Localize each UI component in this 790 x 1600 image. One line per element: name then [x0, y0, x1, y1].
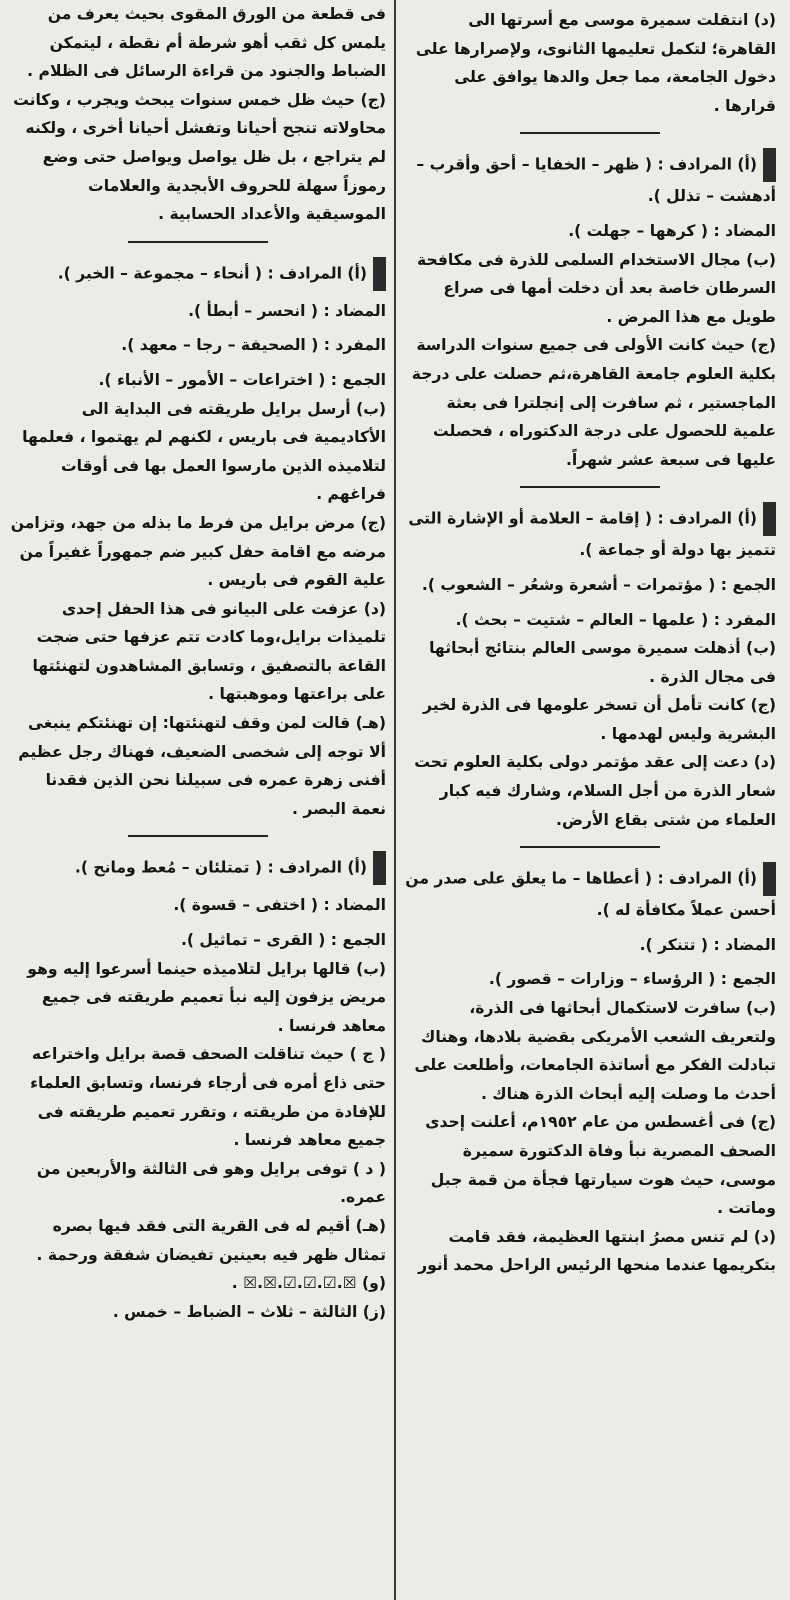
antonyms-line: المضاد : ( كرهها – جهلت ). — [568, 221, 776, 240]
section-separator — [520, 846, 660, 848]
plural-line: الجمع : ( اختراعات – الأمور – الأنباء ). — [98, 370, 386, 389]
section-separator — [128, 241, 268, 243]
answer-paragraph: (هـ) قالت لمن وقف لتهنئتها: إن تهنئتكم ينبغى ألا توجه إلى شخصى الضعيف، فهناك رجل عظيم أفنى زهرة عمره فى سبيلنا نحن الذين فقدنا نعمة البصر . — [18, 714, 386, 818]
singular-line: المفرد : ( علمها – العالم – شتيت – بحث ). — [455, 610, 776, 629]
plural-line: الجمع : ( مؤتمرات – أشعرة وشعُر – الشعوب ). — [421, 575, 776, 594]
answer-paragraph: ( ج ) حيث تناقلت الصحف قصة برايل واختراعه حتى ذاع أمره فى أرجاء فرنسا، وتسابق العلماء للإفادة من طريقته ، وتقرر تعميم طريقته فى جميع معاهد فرنسا . — [30, 1045, 386, 1150]
answer-paragraph: (ب) أرسل برايل طريقته فى البداية الى الأكاديمية فى باريس ، لكنهم لم يهتموا ، فعلمها لتلاميذه الذين مارسوا العمل بها فى أوقات فراغهم . — [22, 399, 386, 504]
answer-paragraph: (ب) مجال الاستخدام السلمى للذرة فى مكافحة السرطان خاصة بعد أن دخلت أمها فى صراع طويل مع هذا المرض . — [417, 250, 776, 326]
synonyms-line: (أ) المرادف : ( أنحاء – مجموعة – الخبر ). — [10, 257, 386, 291]
section-marker — [763, 148, 776, 182]
synonyms-line: (أ) المرادف : ( أعطاها – ما يعلق على صدر من أحسن عملاً مكافأة له ). — [404, 862, 776, 925]
answer-paragraph: (د) دعت إلى عقد مؤتمر دولى بكلية العلوم تحت شعار الذرة من أجل السلام، وشارك فيه كبار العلماء من شتى بقاع الأرض. — [414, 753, 776, 829]
antonyms-line: المضاد : ( اختفى – قسوة ). — [173, 896, 386, 915]
answer-paragraph: ( د ) توفى برايل وهو فى الثالثة والأربعين من عمره. — [36, 1159, 386, 1207]
answer-paragraph: (ج) حيث كانت الأولى فى جميع سنوات الدراسة بكلية العلوم جامعة القاهرة،ثم حصلت على درجة الماجستير ، ثم سافرت إلى إنجلترا فى بعثة علمية للحصول على درجة الدكتوراه ، فحصلت عليها فى سبعة عشر شهراً. — [411, 336, 776, 469]
answer-paragraph: (ب) أذهلت سميرة موسى العالم بنتائج أبحاثها فى مجال الذرة . — [429, 639, 776, 686]
answer-paragraph: (د) عزفت على البيانو فى هذا الحفل إحدى تلميذات برايل،وما كادت تتم عزفها حتى ضجت القاعة بالتصفيق ، وتسابق المشاهدون لتهنئتها على براعتها وموهبتها . — [32, 599, 386, 704]
plural-line: الجمع : ( القرى – تماثيل ). — [180, 931, 386, 950]
answer-paragraph: (ز) الثالثة – ثلاث – الضباط – خمس . — [112, 1302, 386, 1321]
left-column — [10, 0, 386, 1600]
singular-line: المفرد : ( الصحيفة – رجا – معهد ). — [121, 336, 386, 355]
synonyms-line: (أ) المرادف : ( ظهر – الخفايا – أحق وأقرب – أدهشت – تذلل ). — [404, 148, 776, 211]
plural-line: الجمع : ( الرؤساء – وزارات – قصور ). — [488, 970, 776, 989]
answer-paragraph: (د) لم تنس مصرُ ابنتها العظيمة، فقد قامت بتكريمها عندما منحها الرئيس الراحل محمد أنور — [418, 1227, 776, 1275]
answer-paragraph: (د) انتقلت سميرة موسى مع أسرتها الى القاهرة؛ لتكمل تعليمها الثانوى، ولإصرارها على دخول الجامعة، مما جعل والدها يوافق على قرارها . — [415, 11, 776, 115]
column-divider — [394, 0, 396, 1600]
answer-paragraph: (ب) سافرت لاستكمال أبحاثها فى الذرة، ولتعريف الشعب الأمريكى بقضية بلادها، وهناك تبادلت الفكر مع أساتذة الجامعات، وأطلعت على أحدث ما وصلت إليه أبحاث الذرة هناك . — [414, 999, 776, 1103]
section-marker — [373, 257, 386, 291]
synonyms-line: (أ) المرادف : ( تمتلئان – مُعط ومانح ). — [10, 851, 386, 885]
section-separator — [520, 486, 660, 488]
section-separator — [128, 835, 268, 837]
answer-paragraph: (ج) حيث ظل خمس سنوات يبحث ويجرب ، وكانت محاولاته تنجح أحيانا وتفشل أحيانا أخرى ، ولكنه لم يتراجع ، بل ظل يواصل ويواصل حتى وضع رموزاً سهلة للحروف الأبجدية والعلامات الموسيقية والأعداد الحسابية . — [13, 90, 386, 224]
antonyms-line: المضاد : ( تتنكر ). — [639, 935, 776, 954]
answer-paragraph: (هـ) أقيم له فى القرية التى فقد فيها بصره تمثال ظهر فيه بعينين تفيضان شفقة ورحمة . — [36, 1216, 386, 1264]
section-marker — [373, 851, 386, 885]
section-marker — [763, 502, 776, 536]
answer-paragraph: (ج) كانت تأمل أن تسخر علومها فى الذرة لخير البشرية وليس لهدمها . — [423, 696, 776, 743]
right-column — [404, 0, 776, 1600]
answer-paragraph: (ج) فى أغسطس من عام ١٩٥٢م، أعلنت إحدى الصحف المصرية نبأ وفاة الدكتورة سميرة موسى، حيث هوت سيارتها فجأة من قمة جبل وماتت . — [425, 1113, 776, 1218]
section-marker — [763, 862, 776, 896]
synonyms-line: (أ) المرادف : ( إقامة – العلامة أو الإشارة التى تتميز بها دولة أو جماعة ). — [404, 502, 776, 565]
antonyms-line: المضاد : ( انحسر – أبطأ ). — [188, 301, 386, 320]
section-separator — [520, 132, 660, 134]
answer-paragraph: فى قطعة من الورق المقوى بحيث يعرف من يلمس كل ثقب أهو شرطة أم نقطة ، ليتمكن الضباط والجنود من قراءة الرسائل فى الظلام . — [27, 5, 386, 81]
answer-paragraph: (ج) مرض برايل من فرط ما بذله من جهد، وتزامن مرضه مع اقامة حفل كبير ضم جمهوراً غفيراً من علية القوم فى باريس . — [10, 513, 386, 590]
true-false-answers: (و) ☒.☑.☑.☑.☒.☒ . — [231, 1274, 386, 1293]
answer-paragraph: (ب) قالها برايل لتلاميذه حينما أسرعوا إليه وهو مريض يزفون إليه نبأ تعميم طريقته فى جميع معاهد فرنسا . — [27, 959, 386, 1035]
